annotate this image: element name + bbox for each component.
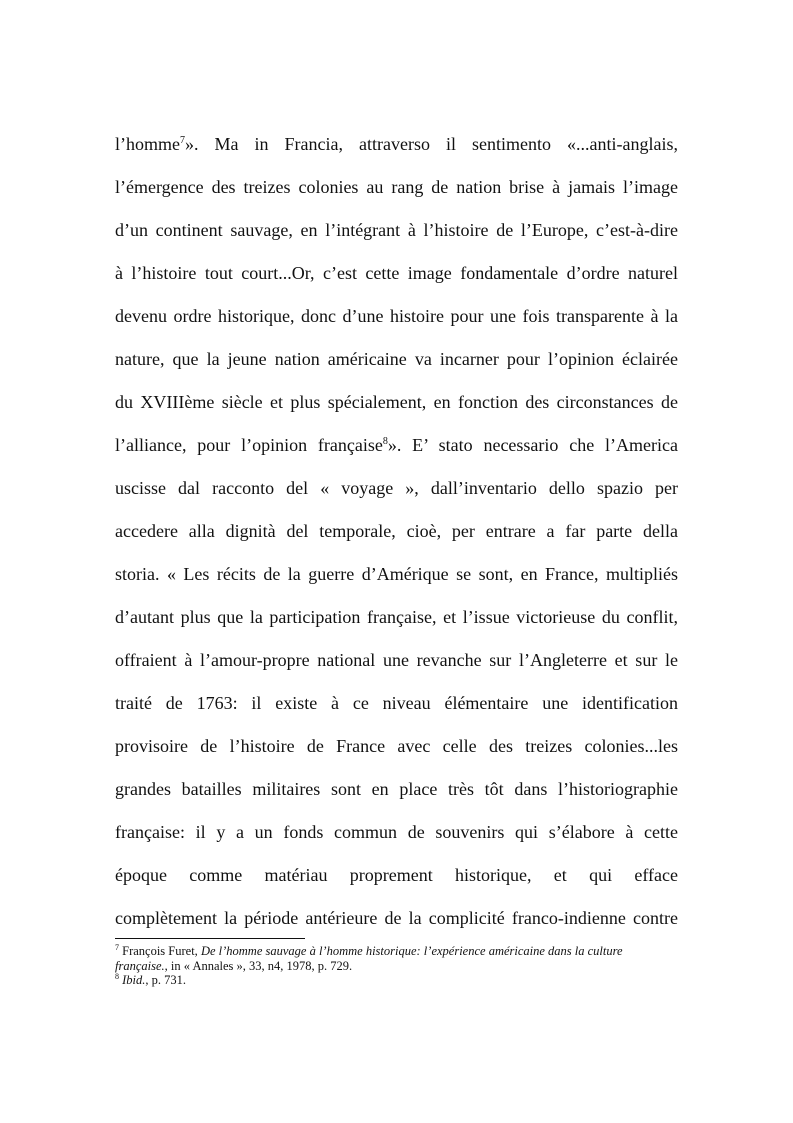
body-line-text: complètement la période antérieure de la complicité franco-indienne contre [115,908,678,928]
body-line-text: offraient à l’amour-propre national une revanche sur l’Angleterre et sur le [115,650,678,670]
body-line [115,130,678,158]
body-line-text: d’autant plus que la participation française, et l’issue victorieuse du conflit, [115,607,678,627]
footnote-7-title: De l’homme sauvage à l’homme historique: l’expérience américaine dans la culture [200,944,623,958]
body-line [115,431,678,459]
body-line-text: l’alliance, pour l’opinion française [115,435,383,455]
body-line-text: d’un continent sauvage, en l’intégrant à l’histoire de l’Europe, c’est-à-dire [115,220,678,240]
body-line [115,775,678,803]
body-line-text: uscisse dal racconto del « voyage », dall’inventario dello spazio per [115,478,678,498]
footnote-7-title-cont: française. [115,958,165,973]
body-line-text: grandes batailles militaires sont en place très tôt dans l’historiographie [115,779,678,799]
body-line [115,603,678,631]
body-line-text: l’émergence des treizes colonies au rang de nation brise à jamais l’image [115,177,678,197]
body-line [115,689,678,717]
body-line-text: storia. « Les récits de la guerre d’Amérique se sont, en France, multipliés [115,564,678,584]
body-line [115,732,678,760]
body-line-text: accedere alla dignità del temporale, cioè, per entrare a far parte della [115,521,678,541]
body-line-text: ». Ma in Francia, attraverso il sentimento «...anti-anglais, [185,134,678,154]
footnote-7-source: , in « Annales », 33, n4, 1978, p. 729. [164,958,353,973]
body-line-text: époque comme matériau proprement historique, et qui efface [115,865,678,885]
body-line [115,861,678,889]
body-line-text: devenu ordre historique, donc d’une histoire pour une fois transparente à la [115,306,678,326]
body-line-text: du XVIIIème siècle et plus spécialement, en fonction des circonstances de [115,392,678,412]
footnote-7-line-1 [115,944,678,959]
footnote-8-ibid: Ibid. [122,973,146,987]
footnote-8 [115,973,678,988]
footnote-7-author: François Furet, [119,944,201,958]
footnote-separator [115,938,305,939]
body-line [115,517,678,545]
footnotes [115,944,678,988]
footnote-7-number: 7 [115,943,119,952]
footnote-7-line-2 [115,959,678,974]
body-line [115,388,678,416]
body-line [115,173,678,201]
body-line [115,560,678,588]
footnote-reference: 8 [382,436,388,447]
body-line-text: nature, que la jeune nation américaine va incarner pour l’opinion éclairée [115,349,678,369]
body-line-text: provisoire de l’histoire de France avec celle des treizes colonies...les [115,736,678,756]
body-line [115,302,678,330]
body-line [115,474,678,502]
body-line [115,216,678,244]
footnote-8-number: 8 [115,972,119,981]
body-line-text: française: il y a un fonds commun de souvenirs qui s’élabore à cette [115,822,678,842]
body-line [115,646,678,674]
footnote-8-page: , p. 731. [145,973,187,987]
footnote-reference: 7 [180,135,185,146]
body-line [115,345,678,373]
body-line-text: traité de 1763: il existe à ce niveau élémentaire une identification [115,693,678,713]
body-line [115,259,678,287]
body-line [115,904,678,932]
body-line-text: l’homme [115,134,180,154]
body-line-text: à l’histoire tout court...Or, c’est cette image fondamentale d’ordre naturel [115,263,678,283]
body-line-text: ». E’ stato necessario che l’America [387,435,678,455]
body-line [115,818,678,846]
